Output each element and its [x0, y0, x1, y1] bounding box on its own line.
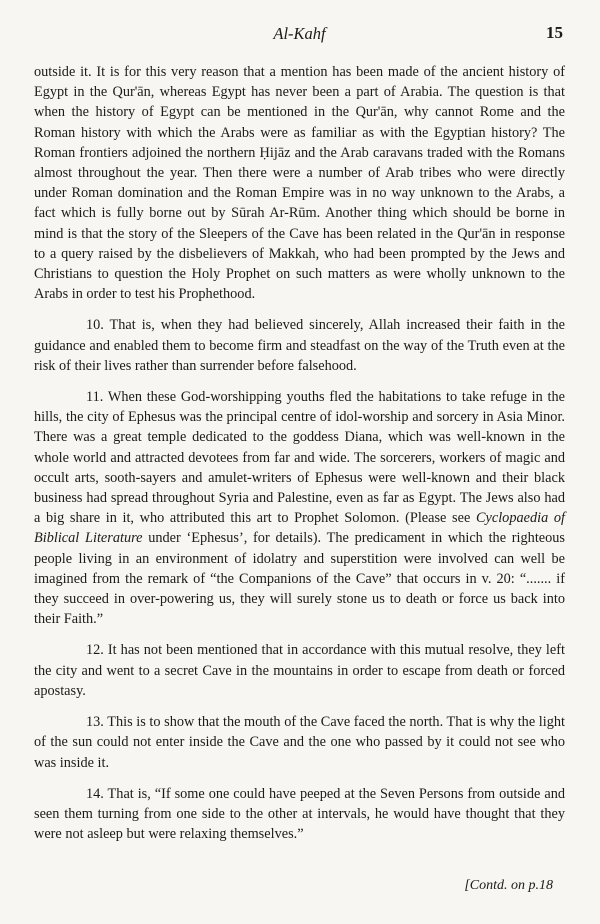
footnote-paragraph: outside it. It is for this very reason that a mention has been made of the ancient history of Egypt in the Qur'ān, whereas Egypt has never been a part of Arabia. The question is that when the history of Egypt can be mentioned in the Qur'ān, why cannot Rome and the Roman history with which the Arabs were as familiar as with the Egyptian history? The Roman frontiers adjoined the northern Ḥijāz and the Arab caravans traded with the Romans almost throughout the year. Then there were a number of Arab tribes who were directly under Roman domination and the Roman Empire was in no way unknown to the Arabs, a fact which is fully borne out by Sūrah Ar-Rūm. Another thing which should be borne in mind is that the story of the Sleepers of the Cave has been related in the Qur'ān in response to a query raised by the disbelievers of Makkah, who had been prompted by the Jews and Christians to question the Holy Prophet on such matters as were wholly unknown to the Arabs in order to test his Prophethood.: [34, 64, 565, 303]
footnote-11-text-a: 11. When these God-worshipping youths fled the habitations to take refuge in the hills, the city of Ephesus was the principal centre of idol-worship and sorcery in Asia Minor. There was a great temple dedicated to the goddess Diana, which was well-known in the whole world and attracted devotees from far and wide. The sorcerers, workers of magic and occult arts, sooth-sayers and amulet-writers of Ephesus were well-known and their black business had spread throughout Syria and Palestine, even as far as Egypt. The Jews also had a big share in it, who attributed this art to Prophet Solomon. (Please see: [34, 389, 565, 527]
book-page: [34, 0, 565, 924]
page-header: [34, 22, 565, 48]
footnote-11: [34, 387, 565, 629]
footnote-11-text-b: under ‘Ephesus’, for details). The predicament in which the righteous people living in an environment of idolatry and superstition were involved can well be imagined from the remark of “the Companions of the Cave” that occurs in v. 20: “....... if they succeed in over-powering us, they will surely stone us to death or force us back into their Faith.”: [34, 530, 565, 628]
footnote-13: 13. This is to show that the mouth of the Cave faced the north. That is why the light of the sun could not enter inside the Cave and the one who passed by it could not see who was inside it.: [34, 714, 565, 771]
reference-title: Cyclopaedia of Biblical Literature: [34, 510, 565, 547]
footnotes-body: [34, 62, 565, 844]
footnote-10: 10. That is, when they had believed sincerely, Allah increased their faith in the guidance and enabled them to become firm and steadfast on the way of the Truth even at the risk of their lives rather than surrender before falsehood.: [34, 317, 565, 374]
footnote-14: 14. That is, “If some one could have peeped at the Seven Persons from outside and seen them turning from one side to the other at intervals, he would have thought that they were not asleep but were relaxing themselves.”: [34, 785, 565, 843]
running-title: Al-Kahf: [273, 24, 326, 43]
page-number: 15: [546, 23, 563, 42]
footnote-12: 12. It has not been mentioned that in accordance with this mutual resolve, they left the city and went to a secret Cave in the mountains in order to escape from death or forced apostasy.: [34, 642, 565, 699]
continued-note: [Contd. on p.18: [464, 878, 553, 893]
